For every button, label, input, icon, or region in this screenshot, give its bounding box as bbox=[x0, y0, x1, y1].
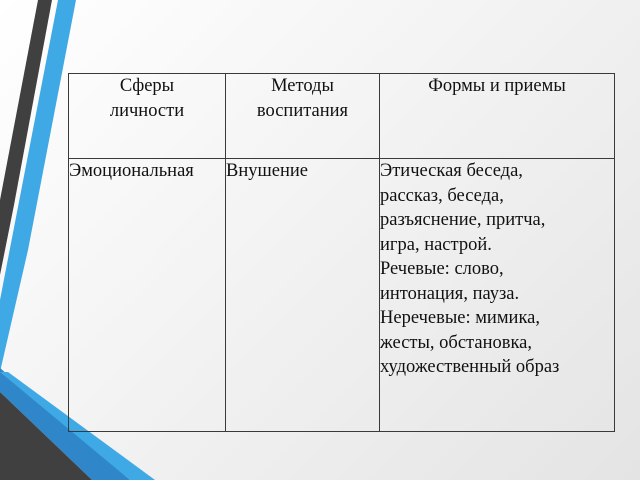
header-text: личности bbox=[109, 100, 185, 121]
method-value: Внушение bbox=[226, 161, 308, 181]
forms-line: Речевые: слово, bbox=[380, 259, 504, 279]
forms-line: Этическая беседа, bbox=[380, 161, 523, 181]
table-row bbox=[69, 159, 615, 432]
table-header-row bbox=[69, 74, 615, 159]
forms-line: жесты, обстановка, bbox=[380, 332, 533, 353]
forms-line: игра, настрой. bbox=[380, 234, 492, 255]
forms-line: художественный образ bbox=[380, 357, 560, 377]
forms-line: Неречевые: мимика, bbox=[380, 308, 540, 328]
header-text: воспитания bbox=[256, 100, 349, 121]
cell-forms bbox=[380, 159, 615, 432]
header-cell-spheres bbox=[69, 74, 226, 159]
header-text: Методы bbox=[271, 76, 334, 96]
header-text: Сферы bbox=[119, 76, 175, 96]
forms-line: разъяснение, притча, bbox=[380, 210, 546, 230]
forms-line: рассказ, беседа, bbox=[380, 185, 504, 206]
forms-line: интонация, пауза. bbox=[380, 283, 520, 304]
cell-method bbox=[226, 159, 380, 432]
header-cell-forms bbox=[380, 74, 615, 159]
header-cell-methods bbox=[226, 74, 380, 159]
cell-sphere bbox=[69, 159, 226, 432]
methods-table bbox=[68, 73, 615, 432]
header-text: Формы и приемы bbox=[428, 76, 566, 96]
sphere-value: Эмоциональная bbox=[69, 161, 194, 181]
